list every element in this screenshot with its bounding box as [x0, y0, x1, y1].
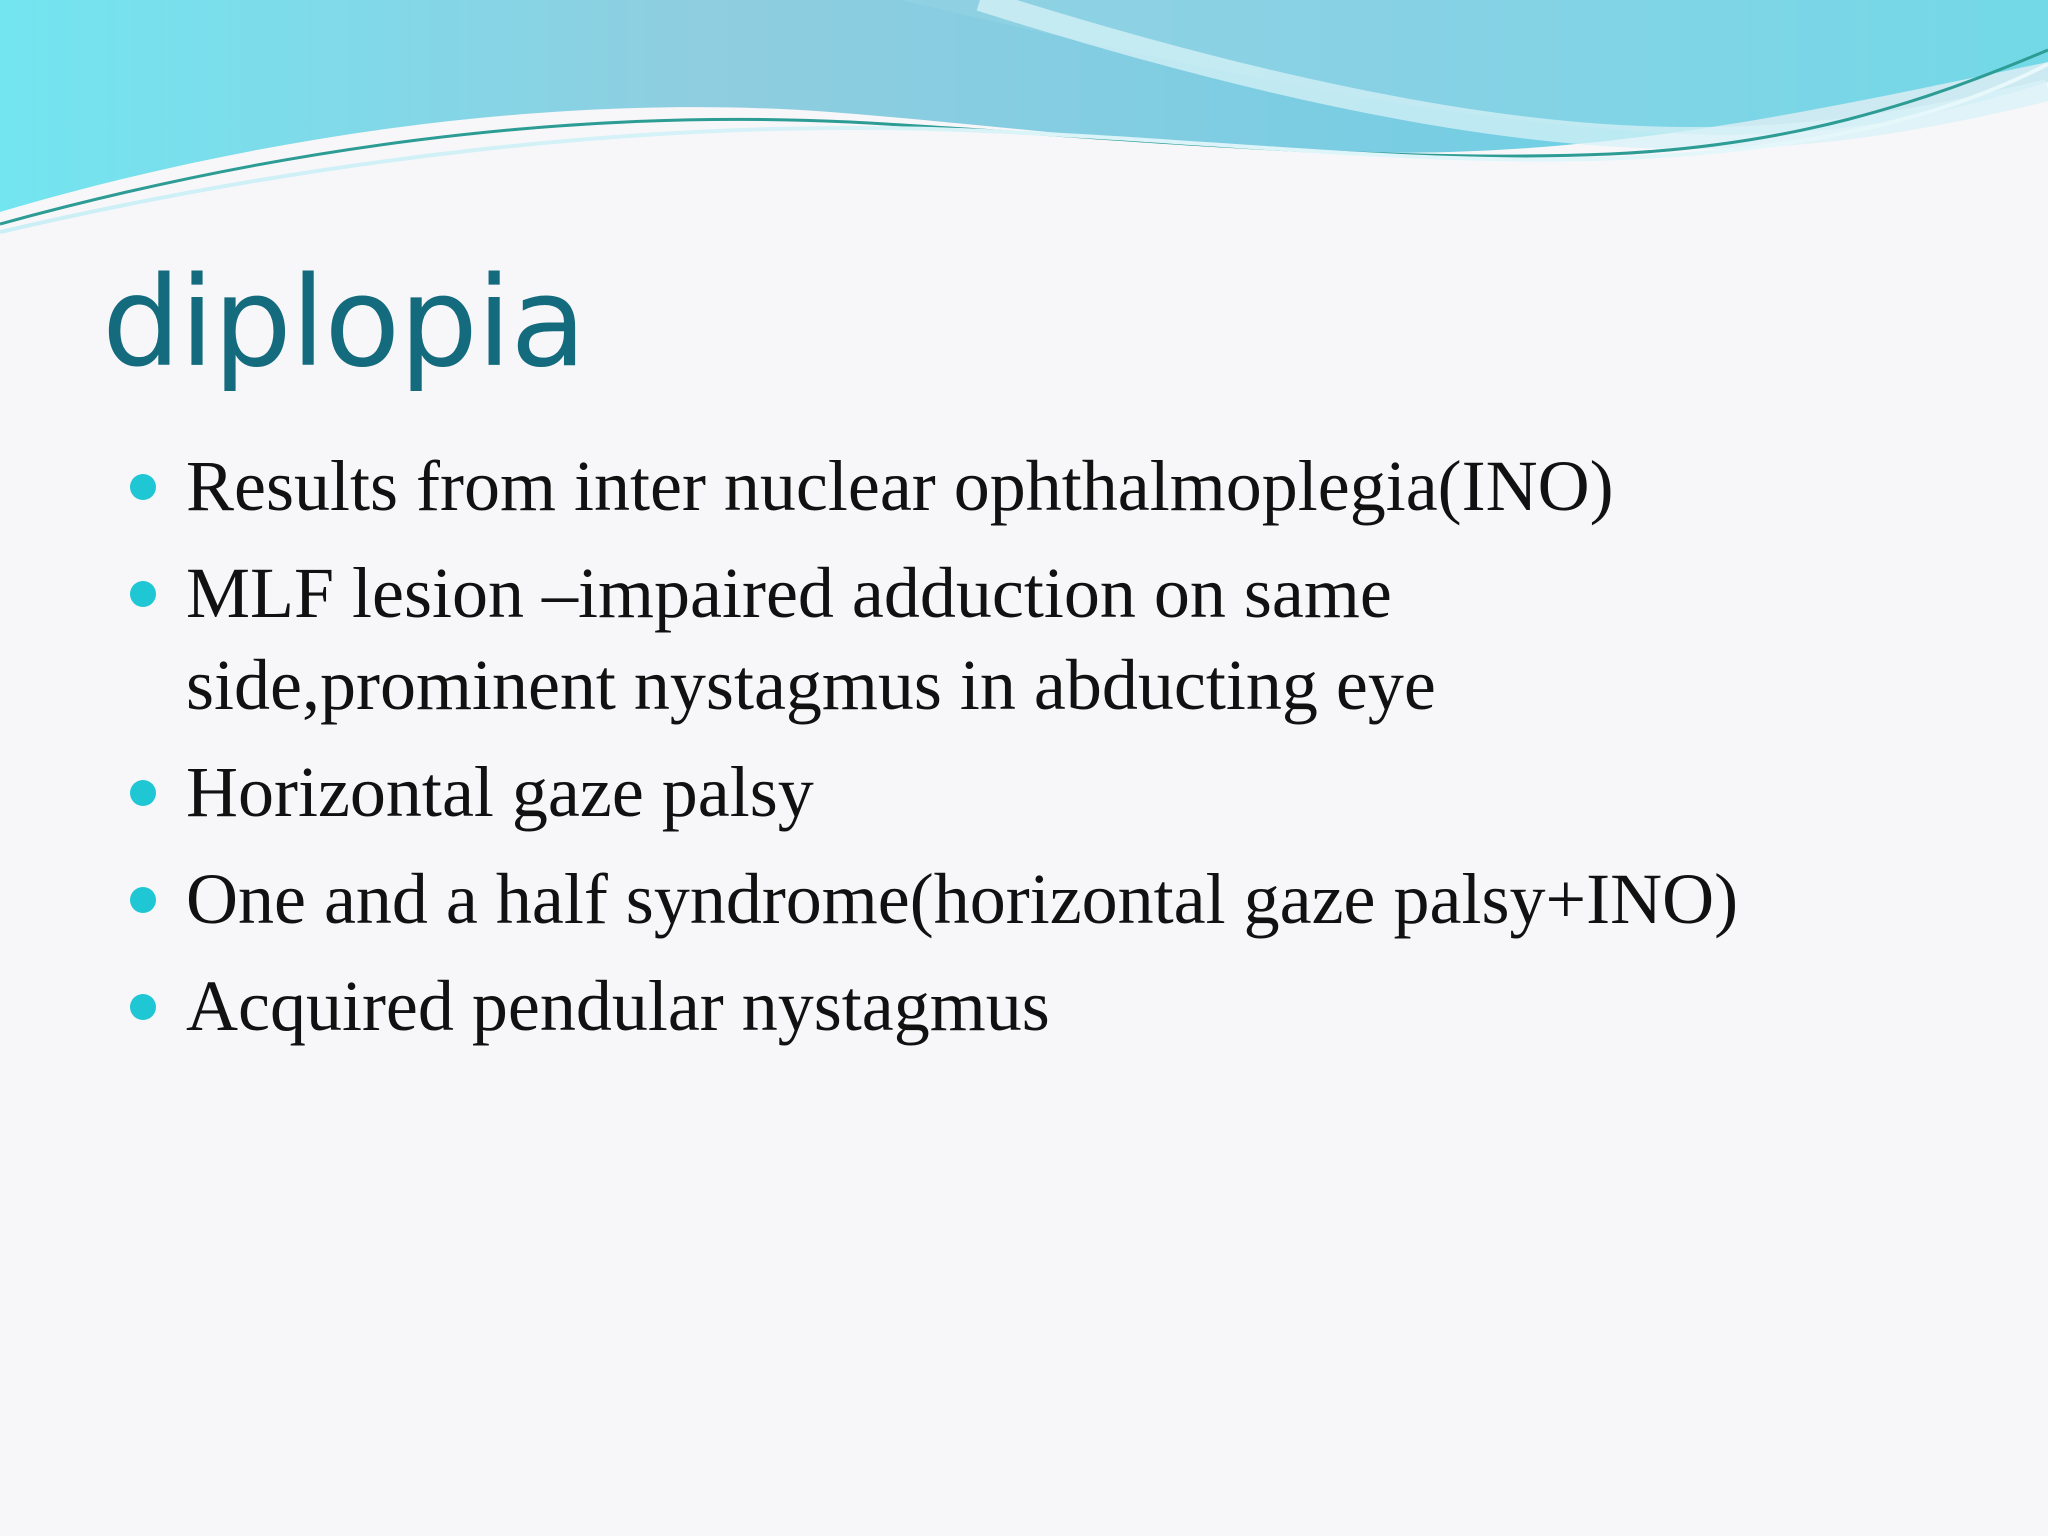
bullet-text: MLF lesion –impaired adduction on same side,prominent nystagmus in abducting eye: [186, 553, 1436, 725]
bullet-item: [128, 960, 2008, 1052]
bullet-item: [128, 746, 2008, 838]
bullet-list: [128, 440, 2008, 1067]
bullet-item: [128, 440, 2008, 532]
header-wave-decoration: [0, 0, 2048, 240]
bullet-text: One and a half syndrome(horizontal gaze palsy+INO): [186, 859, 1739, 939]
bullet-text: Results from inter nuclear ophthalmoplegia(INO): [186, 446, 1614, 526]
bullet-dot-icon: [130, 780, 156, 806]
bullet-dot-icon: [130, 887, 156, 913]
bullet-dot-icon: [130, 581, 156, 607]
bullet-dot-icon: [130, 474, 156, 500]
bullet-text: Horizontal gaze palsy: [186, 752, 814, 832]
bullet-item: [128, 853, 2008, 945]
slide-title: diplopia: [102, 251, 586, 395]
bullet-text: Acquired pendular nystagmus: [186, 966, 1050, 1046]
bullet-item: [128, 547, 2008, 731]
bullet-dot-icon: [130, 994, 156, 1020]
